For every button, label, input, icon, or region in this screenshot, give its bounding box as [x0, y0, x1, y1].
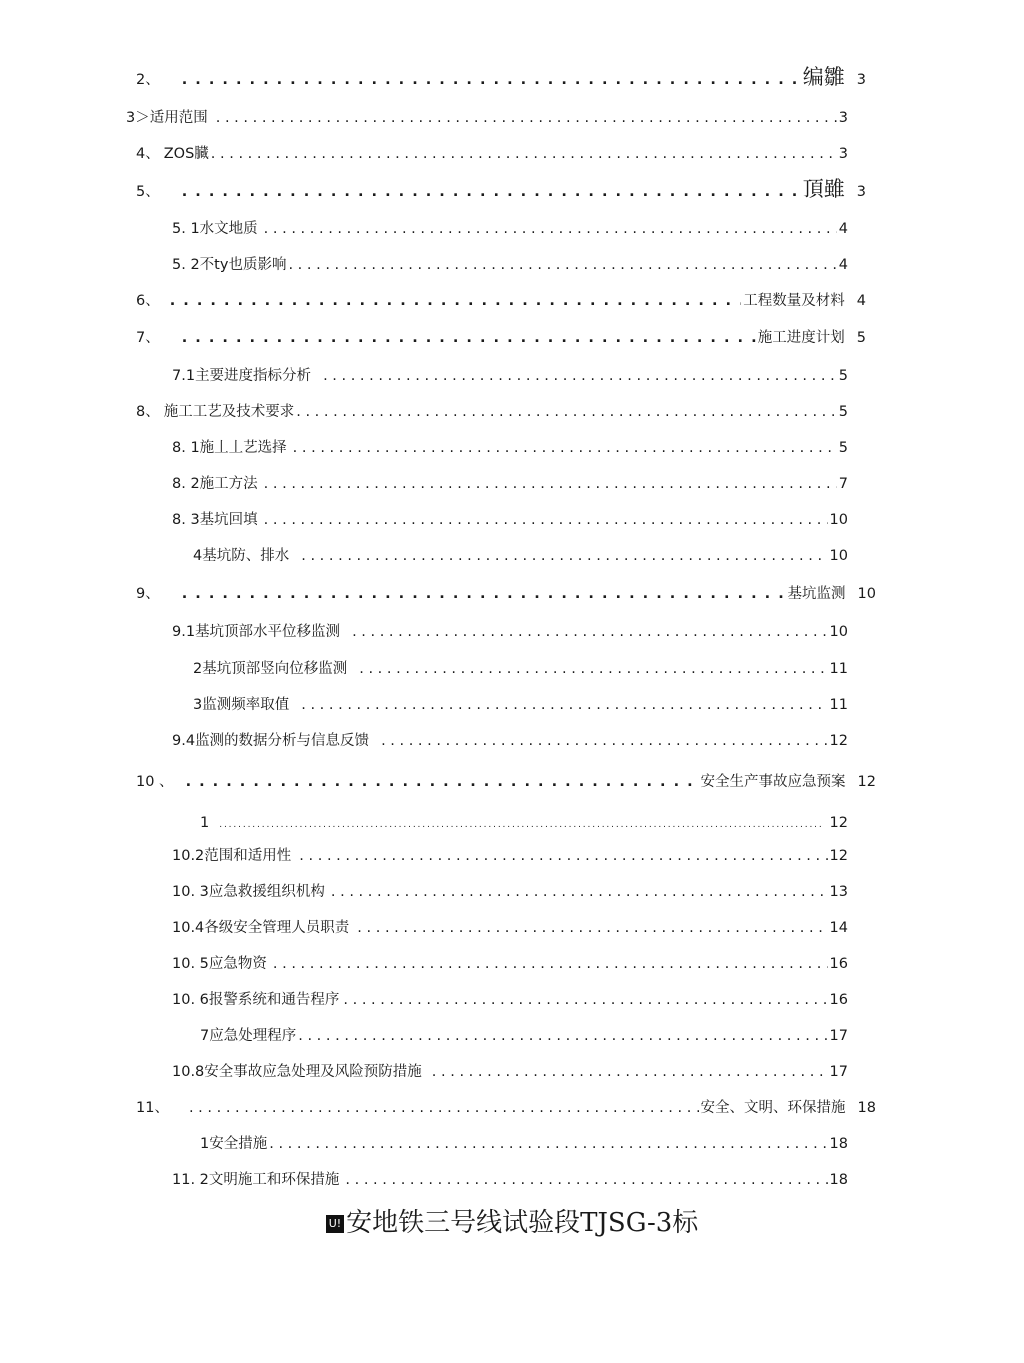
toc-entry-page: 3 — [838, 146, 848, 162]
toc-entry-number: 8. 3 — [172, 512, 200, 528]
toc-leader-dots — [288, 255, 836, 275]
toc-entry-label: 监测的数据分析与信息反馈 — [195, 733, 370, 749]
toc-entry-label: 頂雖 — [802, 177, 845, 201]
toc-entry-number: 10.8 — [172, 1064, 205, 1080]
toc-entry — [172, 990, 848, 1010]
toc-entry-label: 主要进度指标分析 — [195, 368, 312, 384]
toc-entry-label: 应急处理程序 — [209, 1028, 297, 1044]
toc-entry-label: 各级安全管理人员职责 — [204, 920, 350, 936]
toc-entry-label: 编雛 — [802, 65, 845, 89]
toc-entry-number: 10.4 — [172, 920, 205, 936]
logo-icon: U! — [326, 1215, 344, 1233]
toc-leader-dots — [264, 219, 837, 239]
toc-entry-page: 16 — [829, 992, 848, 1008]
toc-entry-number: 2、 — [136, 72, 160, 88]
toc-entry-page: 18 — [857, 1100, 876, 1116]
toc-entry-label: 施工方法 — [199, 476, 258, 492]
toc-entry-page: 5 — [838, 440, 848, 456]
toc-entry-number: 10. 3 — [172, 884, 209, 900]
toc-entry-page: 5 — [838, 404, 848, 420]
toc-leader-dots — [264, 510, 828, 530]
toc-entry-page: 10 — [857, 586, 876, 602]
toc-entry-number: 7.1 — [172, 368, 196, 384]
toc-entry-page: 12 — [857, 774, 876, 790]
toc-entry — [136, 1098, 876, 1118]
toc-entry-page: 4 — [856, 293, 866, 309]
toc-entry-number: 5、 — [136, 184, 160, 200]
toc-entry-label: 文明施工和环保措施 — [208, 1172, 340, 1188]
toc-entry-page: 13 — [829, 884, 848, 900]
toc-entry — [193, 546, 848, 566]
toc-entry-page: 3 — [838, 110, 848, 126]
toc-entry — [172, 1062, 848, 1082]
toc-entry — [172, 918, 848, 938]
toc-entry-label: 应急物资 — [208, 956, 267, 972]
toc-entry-number: 9、 — [136, 586, 160, 602]
toc-entry-page: 17 — [829, 1064, 848, 1080]
toc-entry-number: 11. 2 — [172, 1172, 209, 1188]
toc-leader-dots — [357, 918, 827, 938]
toc-entry-number: 2 — [193, 661, 203, 677]
toc-leader-dots — [273, 954, 828, 974]
toc-entry — [200, 813, 848, 835]
toc-entry — [136, 328, 866, 348]
toc-entry-number: 9.1 — [172, 624, 196, 640]
toc-leader-dots — [182, 182, 801, 202]
toc-entry-page: 10 — [829, 512, 848, 528]
toc-entry-label: 工程数量及材料 — [743, 293, 845, 309]
toc-entry-number: 10. 6 — [172, 992, 209, 1008]
toc-entry-number: 5. 1 — [172, 221, 200, 237]
toc-entry-label: 基坑防、排水 — [202, 548, 290, 564]
toc-leader-dots — [298, 1026, 827, 1046]
toc-entry — [172, 474, 848, 494]
toc-entry — [136, 67, 866, 90]
toc-entry-page: 7 — [838, 476, 848, 492]
toc-entry-page: 4 — [838, 221, 848, 237]
toc-entry — [126, 108, 848, 128]
toc-leader-dots — [299, 846, 827, 866]
toc-entry-page: 18 — [829, 1136, 848, 1152]
toc-entry-page: 10 — [829, 548, 848, 564]
toc-entry-number: 10 、 — [136, 774, 174, 790]
toc-entry-number: 6、 — [136, 293, 160, 309]
toc-entry-label: 安全措施 — [209, 1136, 268, 1152]
toc-entry-number: 3＞ — [126, 110, 150, 126]
toc-entry-label: ZOS臓 — [163, 146, 209, 162]
toc-entry-number: 4、 — [136, 146, 160, 162]
toc-entry — [172, 255, 848, 275]
toc-entry-page: 5 — [856, 330, 866, 346]
toc-leader-dots — [216, 108, 837, 128]
toc-entry-page: 3 — [856, 72, 866, 88]
toc-leader-dots — [301, 546, 827, 566]
toc-entry-label: 范围和适用性 — [204, 848, 292, 864]
toc-entry — [136, 144, 848, 164]
toc-entry-page: 16 — [829, 956, 848, 972]
document-footer — [0, 1203, 1024, 1243]
toc-leader-dots — [343, 990, 827, 1010]
toc-entry-page: 11 — [829, 661, 848, 677]
toc-entry — [172, 219, 848, 239]
toc-entry-number: 3 — [193, 697, 203, 713]
toc-leader-dots — [381, 731, 827, 751]
toc-entry-number: 4 — [193, 548, 203, 564]
toc-entry — [172, 731, 848, 751]
toc-entry-page: 11 — [829, 697, 848, 713]
toc-entry-label: 基坑回填 — [199, 512, 258, 528]
toc-leader-dots — [359, 659, 827, 679]
toc-entry-number: 8、 — [136, 404, 160, 420]
toc-entry-page: 12 — [829, 733, 848, 749]
toc-entry-label: 基坑监测 — [787, 586, 846, 602]
toc-entry-number: 1 — [200, 815, 210, 831]
toc-entry-page: 12 — [829, 848, 848, 864]
toc-entry-label: 适用范围 — [149, 110, 208, 126]
toc-entry-label: 不ty也质影响 — [199, 257, 287, 273]
toc-entry-label: 施工进度计划 — [757, 330, 845, 346]
toc-entry-page: 14 — [829, 920, 848, 936]
toc-leader-dots — [432, 1062, 828, 1082]
toc-entry-label: 施丄丄艺选择 — [199, 440, 287, 456]
toc-entry — [172, 846, 848, 866]
toc-entry-number: 10.2 — [172, 848, 205, 864]
toc-leader-dots — [331, 882, 828, 902]
toc-entry-page: 5 — [838, 368, 848, 384]
toc-entry — [193, 695, 848, 715]
toc-entry — [172, 438, 848, 458]
toc-leader-dots — [345, 1170, 827, 1190]
toc-entry — [172, 622, 848, 642]
toc-entry — [200, 1026, 848, 1046]
toc-entry — [200, 1134, 848, 1154]
toc-entry-label: 报警系统和通告程序 — [208, 992, 340, 1008]
toc-leader-dots — [269, 1134, 827, 1154]
toc-leader-dots — [170, 291, 742, 311]
toc-leader-dots — [301, 695, 827, 715]
toc-entry-number: 7 — [200, 1028, 210, 1044]
toc-entry-number: 8. 1 — [172, 440, 200, 456]
toc-leader-dots — [352, 622, 827, 642]
toc-leader-dots — [323, 366, 837, 386]
toc-entry-label: 安全生产事故应急预案 — [700, 774, 846, 790]
toc-entry-number: 7、 — [136, 330, 160, 346]
toc-entry — [136, 772, 876, 792]
toc-entry-page: 18 — [829, 1172, 848, 1188]
toc-entry-label: 监测频率取值 — [202, 697, 290, 713]
toc-leader-dots — [211, 144, 837, 164]
toc-leader-dots — [186, 772, 699, 792]
toc-entry-label: 安全事故应急处理及风险预防措施 — [204, 1064, 422, 1080]
toc-entry-label: 施工工艺及技术要求 — [163, 404, 295, 420]
toc-entry — [136, 291, 866, 311]
toc-entry — [136, 402, 848, 422]
toc-entry — [136, 584, 876, 604]
toc-leader-dots — [182, 584, 786, 604]
toc-entry-number: 10. 5 — [172, 956, 209, 972]
toc-entry-label: 应急救援组织机构 — [208, 884, 325, 900]
toc-entry-number: 5. 2 — [172, 257, 200, 273]
toc-entry-label: 基坑顶部水平位移监测 — [195, 624, 341, 640]
toc-entry-page: 12 — [829, 815, 848, 831]
toc-entry-page: 10 — [829, 624, 848, 640]
toc-entry — [172, 510, 848, 530]
toc-entry — [172, 366, 848, 386]
toc-entry-label: 基坑顶部竖向位移监测 — [202, 661, 348, 677]
toc-entry-number: 9.4 — [172, 733, 196, 749]
toc-leader-dots — [293, 438, 837, 458]
toc-entry — [193, 659, 848, 679]
toc-entry-number: 11、 — [136, 1100, 169, 1116]
toc-leader-dots — [182, 328, 756, 348]
toc-leader-dots — [189, 1098, 699, 1118]
toc-leader-dots — [296, 402, 837, 422]
toc-entry-label: 安全、文明、环保措施 — [700, 1100, 846, 1116]
toc-leader-dots — [264, 474, 837, 494]
toc-entry-number: 8. 2 — [172, 476, 200, 492]
toc-entry-page: 4 — [838, 257, 848, 273]
toc-entry-number: 1 — [200, 1136, 210, 1152]
toc-entry-page: 3 — [856, 184, 866, 200]
footer-title: 安地铁三号线试验段TJSG-3标 — [346, 1208, 699, 1238]
toc-leader-dots — [219, 815, 827, 835]
toc-entry — [172, 1170, 848, 1190]
toc-entry — [172, 954, 848, 974]
toc-entry-page: 17 — [829, 1028, 848, 1044]
toc-entry — [172, 882, 848, 902]
toc-entry — [136, 179, 866, 202]
toc-entry-label: 水文地质 — [199, 221, 258, 237]
toc-leader-dots — [182, 70, 801, 90]
